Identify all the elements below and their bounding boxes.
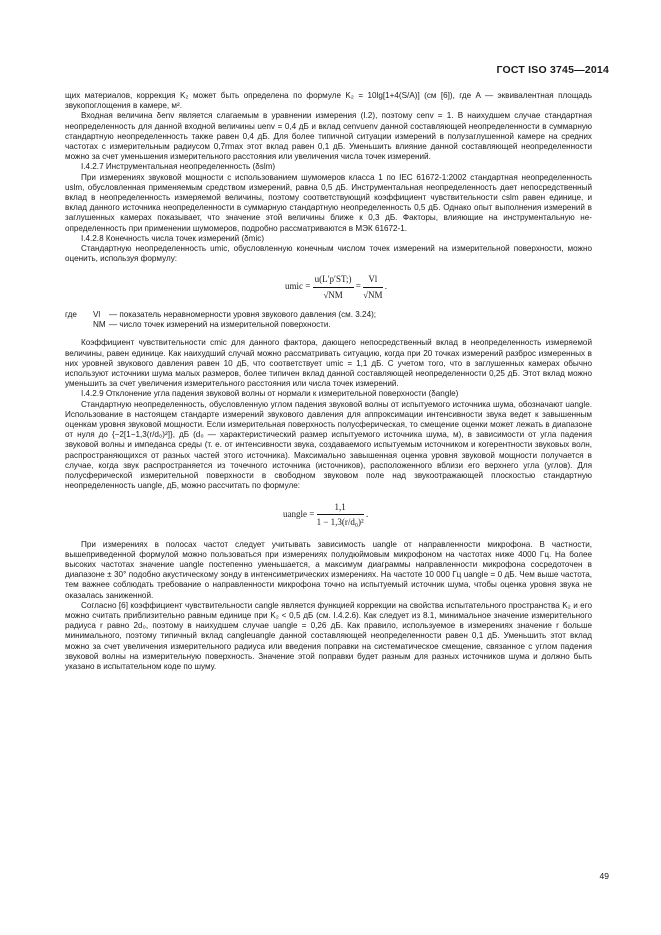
- where-block: [65, 310, 592, 332]
- paragraph-3: При измерениях звуковой мощности с использованием шумомеров класса 1 по IEC 61672-1:2002 стандартная неопределенность uslm, обусловленная применяемым средством измерений, равна 0,5 дБ. Инструментальная неопределенность дает непосредственный вклад в неопределенность измеряемой величины, поэтому соответствующий коэффициент чувствительности cslm равен единице, и вклад данного источника неопределенности в суммарную стандартную неопределенность 0,5 дБ. Однако опыт выполнения измерений в заглушенных камерах показывает, что значение этой величины ближе к 0,3 дБ. Факторы, влияющие на инструментальную неопределенность при применении шумомеров, подробно рассматриваются в МЭК 61672-1.: [65, 172, 592, 233]
- page-number: 49: [599, 871, 609, 881]
- where-var-n: NM: [93, 320, 106, 330]
- paragraph-4: Стандартную неопределенность umic, обусловленную конечным числом точек измерений на измерительной поверхности, можно оценить, используя формулу:: [65, 244, 592, 264]
- where-desc-n: — число точек измерений на измерительной поверхности.: [109, 320, 331, 330]
- document-header: ГОСТ ISO 3745—2014: [496, 64, 609, 76]
- formula-umic-den2: √NM: [363, 289, 383, 300]
- section-heading-428: I.4.2.8 Конечность числа точек измерений (δmic): [81, 233, 265, 243]
- paragraph-2: Входная величина δenv является слагаемым в уравнении измерения (I.2), поэтому cenv = 1. В наихудшем случае стандартная неопределенность для данной входной величины uenv = 0,4 дБ и вклад cenvuenv данной составляющей неопределенности в суммарную стандартную неопределенность также равен 0,4 дБ. Для более типичной ситуации измерений в полузаглушенной камере на средних частотах с измерительным радиусом 0,7rmax этот вклад равен 0,1 дБ. Уменьшить влияние данной составляющей неопределенности можно за счет уменьшения измерительного расстояния или увеличения числа точек измерений.: [65, 111, 592, 162]
- where-label: где: [65, 310, 77, 320]
- section-heading-427: I.4.2.7 Инструментальная неопределенность (δslm): [81, 162, 276, 172]
- formula-uangle-den: 1 − 1,3(r/d₀)²: [316, 516, 364, 527]
- formula-uangle-tail: .: [365, 508, 369, 519]
- formula-umic: umic = $\frac{u(L'p'ST;)}{√NM}$ = $\frac{Vl}{√NM}$ .: [285, 274, 388, 300]
- where-desc-v: — показатель неравномерности уровня звукового давления (см. 3.24);: [109, 310, 377, 320]
- formula-umic-tail: .: [384, 281, 388, 292]
- paragraph-1: щих материалов, коррекция K₂ может быть определена по формуле K₂ = 10lg[1+4(S/A)] (см [6]), где A — эквивалентная площадь звукопоглощения в камере, м².: [65, 91, 592, 111]
- paragraph-5: Коэффициент чувствительности cmic для данного фактора, дающего непосредственный вклад в неопределенность измеряемой величины, равен единице. Как наихудший случай можно рассматривать ситуацию, когда при 20 точках измерений разброс измеренных в них уровней звукового давления равен 10 дБ, что соответствует umic = 1,1 дБ. С учетом того, что в заглушенных камерах обычно используют источники шума малых размеров, более типичен вклад данной составляющей неопределенности 0,25 дБ. Этот вклад можно уменьшить за счет увеличения измерительного расстояния или числа точек измерений.: [65, 338, 592, 389]
- where-var-v: Vl: [93, 310, 101, 320]
- formula-uangle: [65, 492, 592, 540]
- formula-uangle-lhs: uangle =: [283, 508, 315, 519]
- paragraph-6: Стандартную неопределенность, обусловленную углом падения звуковой волны от испытуемого источника шума, обозначают uangle. Использование в настоящем стандарте измерений звукового давления для аппроксимации интенсивности звука ведет к завышенным оценкам уровня звуковой мощности. Если измерительная поверхность полусферическая, то смещение оценки может лежать в диапазоне от нуля до {−2[1−1,3(r/d₀)²]}, дБ (d₀ — характеристический размер испытуемого источника шума, м), в зависимости от угла падения звуковой волны и импеданса среды (т. е. от интенсивности звука, создаваемого испытуемым источником и когерентности звуковых волн, распространяющихся от разных частей этого источника). Максимально завышенная оценка уровня звуковой мощности получается в случае, когда звук распространяется из точечного источника (источников), расположенного вблизи его верхнего угла (углов). Для полусферической измерительной поверхности в свободном звуковом поле над звукоотражающей плоскостью стандартную неопределенность uangle, дБ, можно рассчитать по формуле:: [65, 399, 592, 491]
- paragraph-8: Согласно [6] коэффициент чувствительности cangle является функцией коррекции на свойства испытательного пространства K₂ и его можно считать приблизительно равным единице при K₂ < 0,5 дБ (см. I.4.2.6). Как следует из 8.1, минимальное значение измерительного радиуса r равно 2d₀, поэтому в наихудшем случае uangle = 0,26 дБ. Как правило, используемое в измерениях значение r больше минимального, поэтому типичный вклад cangleuangle данной составляющей неопределенности равен 0,1 дБ. Уменьшить этот вклад можно за счет увеличения измерительного радиуса или введения поправки на систематическое смещение, связанное с углом падения звуковой волны на измерительную поверхность. Значение этой поправки будет разным для разных источников шума и должно быть указано в испытательном коде по шуму.: [65, 600, 592, 671]
- paragraph-7: При измерениях в полосах частот следует учитывать зависимость uangle от направленности микрофона. В частности, вышеприведенной формулой можно пользоваться при измерениях полудюймовым микрофоном на частотах ниже 4000 Гц. На более высоких частотах значение uangle постепенно уменьшается, а максимум диаграммы направленности микрофона сосредоточен в диапазоне ± 30° подобно акустическому зонду в интенсиметрических измерениях. На частоте 10 000 Гц uangle = 0 дБ. Чем выше частота, тем важнее соблюдать требование о направленности микрофона точно на испытуемый источник шума, чтобы оценка уровня звука не оказалась заниженной.: [65, 539, 592, 600]
- formula-umic-num2: Vl: [363, 274, 382, 287]
- formula-umic-den: √NM: [323, 289, 343, 300]
- body-text: [65, 91, 592, 672]
- formula-umic-num: u(L′p′ST;): [313, 274, 354, 287]
- formula-umic-lhs: umic =: [285, 281, 311, 292]
- section-heading-429: I.4.2.9 Отклонение угла падения звуковой волны от нормали к измерительной поверхности (δangle): [81, 389, 459, 399]
- formula-uangle-num: 1,1: [317, 502, 364, 515]
